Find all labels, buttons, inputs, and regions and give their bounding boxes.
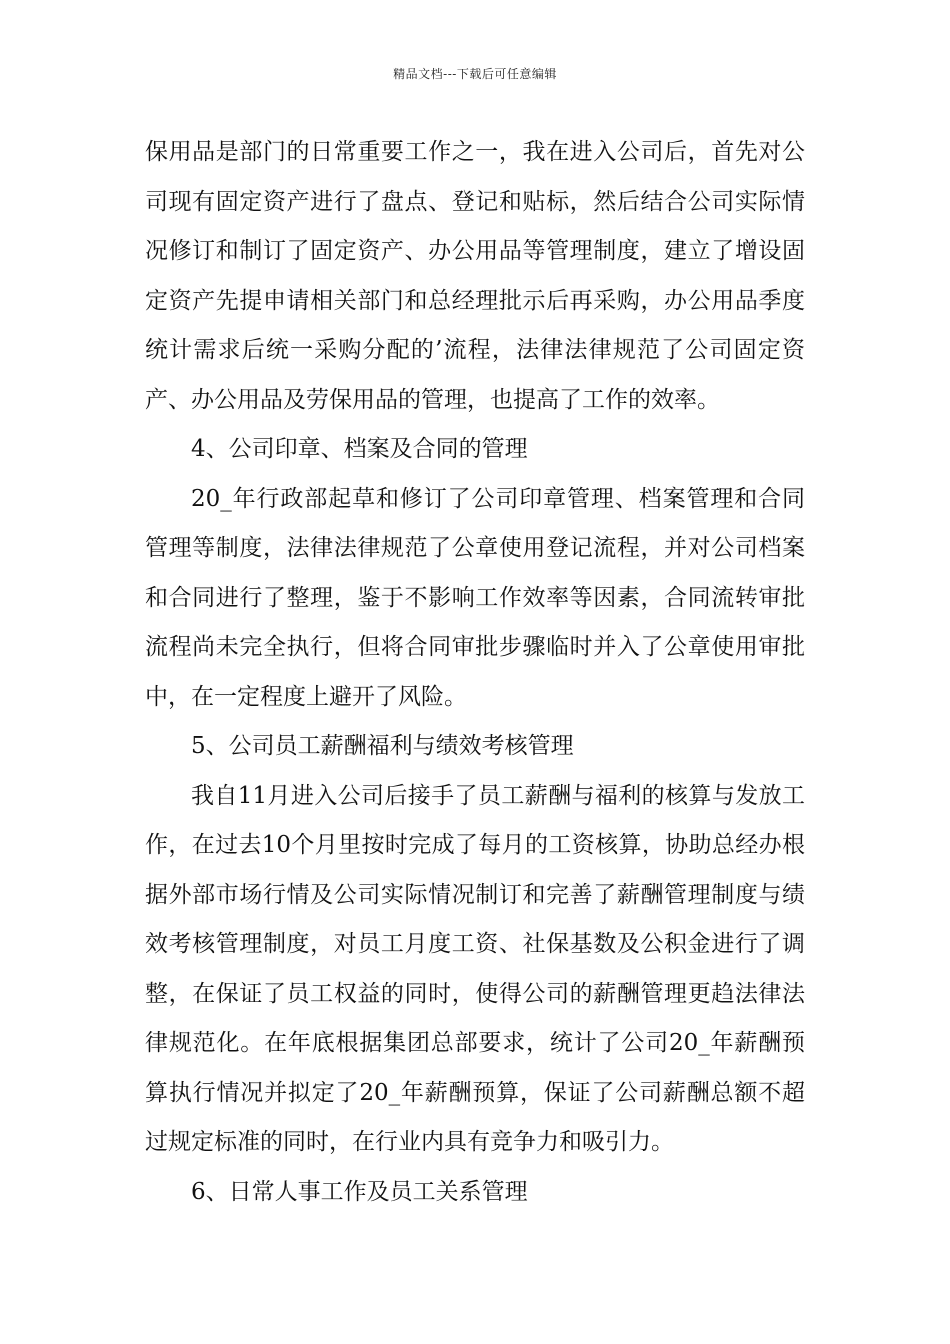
document-body — [145, 128, 805, 1217]
section-heading-personnel-relations: 6、日常人事工作及员工关系管理 — [191, 1178, 528, 1205]
page-header: 精品文档---下载后可任意编辑 — [393, 67, 557, 81]
section-heading-compensation-performance: 5、公司员工薪酬福利与绩效考核管理 — [191, 733, 574, 759]
paragraph-office-supplies: 保用品是部门的日常重要工作之一，我在进入公司后，首先对公司现有固定资产进行了盘点、登记和贴标，然后结合公司实际情况修订和制订了固定资产、办公用品等管理制度，建立了增设固定资产先提申请相关部门和总经理批示后再采购，办公用品季度统计需求后统一采购分配的’流程，法律法律规范了公司固定资产、办公用品及劳保用品的管理，也提高了工作的效率。 — [145, 139, 805, 413]
paragraph-seals-archives-contracts: 20_年行政部起草和修订了公司印章管理、档案管理和合同管理等制度，法律法律规范了公章使用登记流程，并对公司档案和合同进行了整理，鉴于不影响工作效率等因素，合同流转审批流程尚未完全执行，但将合同审批步骤临时并入了公章使用审批中，在一定程度上避开了风险。 — [145, 485, 805, 710]
section-heading-seals-archives-contracts: 4、公司印章、档案及合同的管理 — [191, 436, 528, 462]
paragraph-compensation-performance: 我自11月进入公司后接手了员工薪酬与福利的核算与发放工作，在过去10个月里按时完成了每月的工资核算，协助总经办根据外部市场行情及公司实际情况制订和完善了薪酬管理制度与绩效考核管理制度，对员工月度工资、社保基数及公积金进行了调整，在保证了员工权益的同时，使得公司的薪酬管理更趋法律法律规范化。在年底根据集团总部要求，统计了公司20_年薪酬预算执行情况并拟定了20_年薪酬预算，保证了公司薪酬总额不超过规定标准的同时，在行业内具有竞争力和吸引力。 — [145, 782, 805, 1155]
